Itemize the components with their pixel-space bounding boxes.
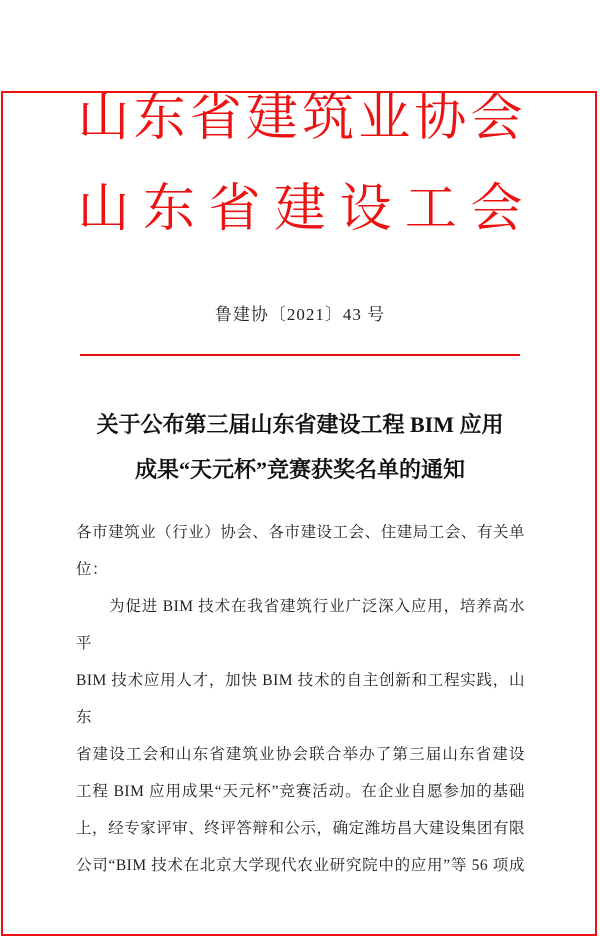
document-body <box>76 514 525 884</box>
body-paragraph-line: 省建设工会和山东省建筑业协会联合举办了第三届山东省建设 <box>76 746 525 764</box>
org-name-line-2: 山 东 省 建 设 工 会 <box>77 181 523 239</box>
body-paragraph-line: 工程 BIM 应用成果“天元杯”竞赛活动。在企业自愿参加的基础 <box>76 783 525 801</box>
title-line-1: 关于公布第三届山东省建设工程 BIM 应用 <box>96 412 504 438</box>
body-paragraph-line: 上，经专家评审、终评答辩和公示，确定潍坊昌大建设集团有限 <box>76 820 525 838</box>
document-number: 鲁建协〔2021〕43 号 <box>214 305 386 325</box>
body-salutation-line-1: 各市建筑业（行业）协会、各市建设工会、住建局工会、有关单 <box>76 524 525 542</box>
title-line-2: 成果“天元杯”竞赛获奖名单的通知 <box>134 457 465 483</box>
document-page <box>0 90 600 938</box>
document-header <box>78 90 523 238</box>
body-salutation-line-2: 位： <box>76 561 109 579</box>
red-divider-line <box>80 354 520 356</box>
body-paragraph-line: 公司“BIM 技术在北京大学现代农业研究院中的应用”等 56 项成 <box>76 857 525 875</box>
document-title <box>40 402 560 492</box>
body-paragraph-line: BIM 技术应用人才，加快 BIM 技术的自主创新和工程实践，山东 <box>76 672 525 727</box>
body-paragraph-line: 为促进 BIM 技术在我省建筑行业广泛深入应用，培养高水平 <box>76 598 525 653</box>
org-name-line-1: 山 东 省 建 筑 业 协 会 <box>77 90 523 147</box>
